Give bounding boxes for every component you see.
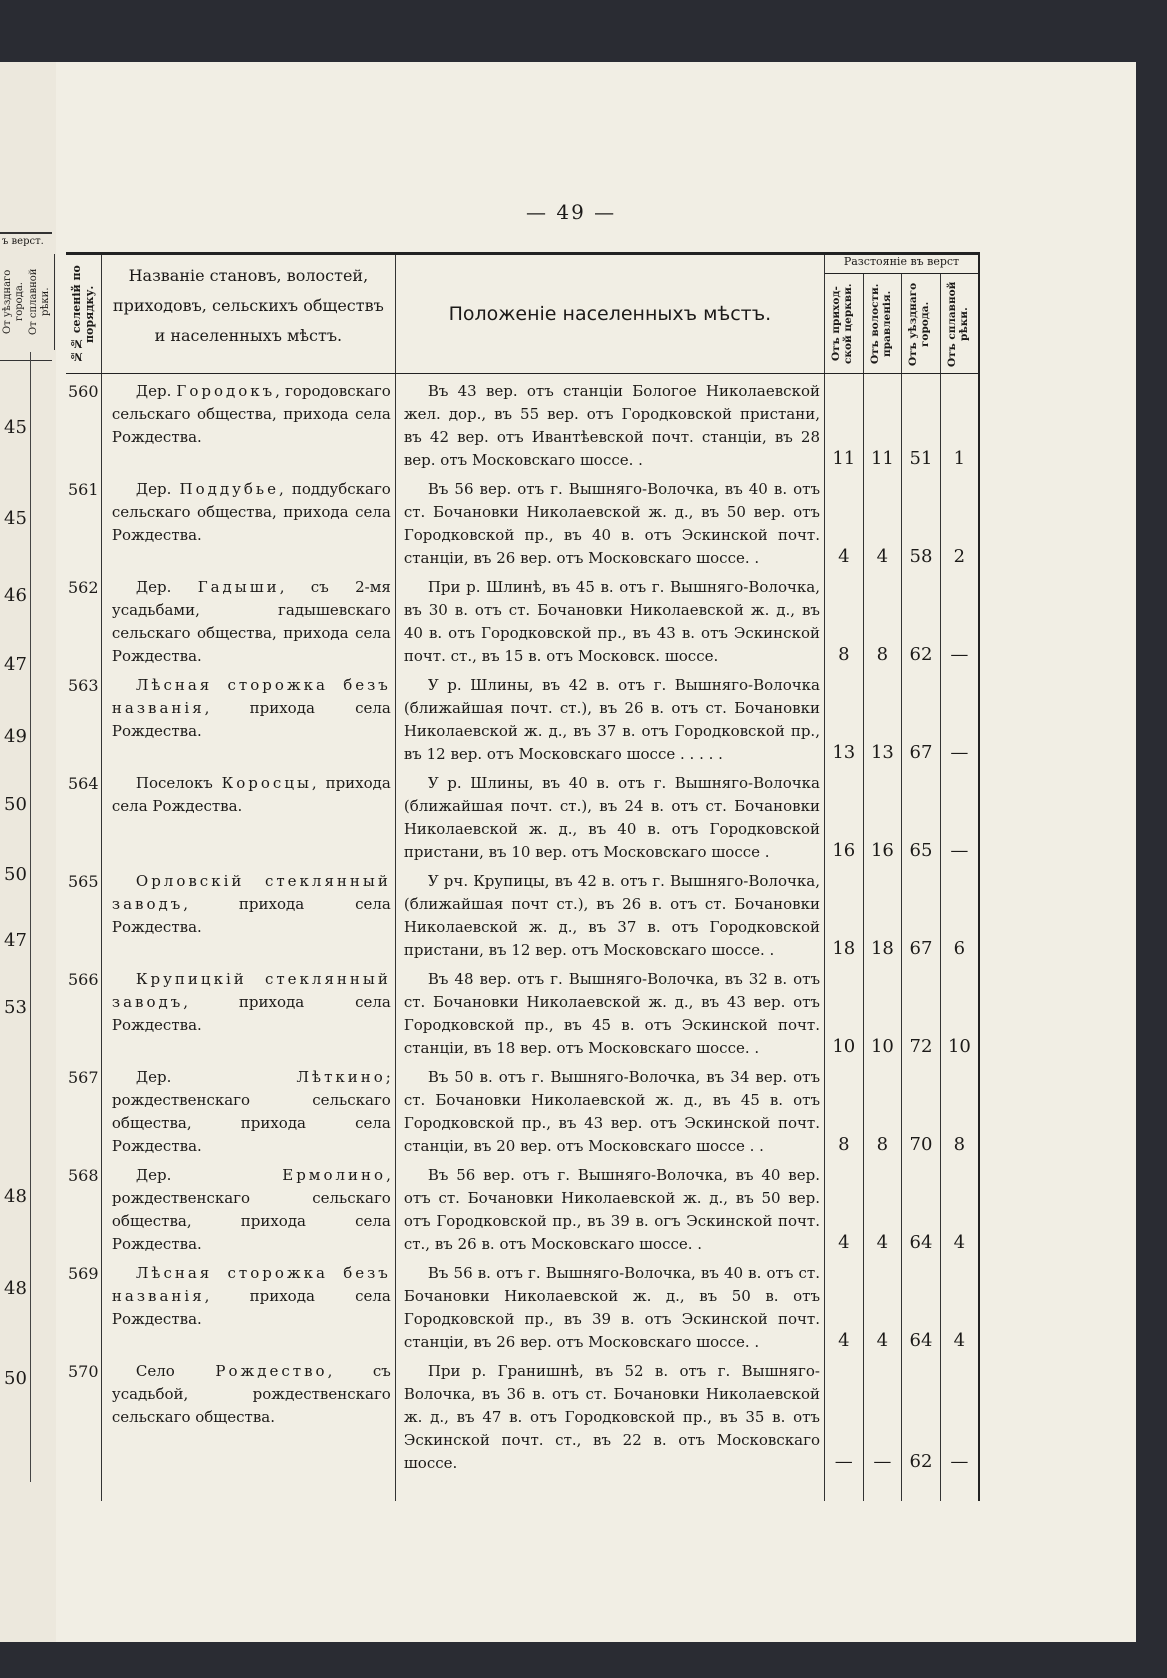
row-number: 560 bbox=[66, 374, 101, 473]
row-name bbox=[101, 668, 395, 766]
name-prefix: Дер. bbox=[135, 578, 172, 596]
row-dist-river: 1 bbox=[940, 374, 979, 473]
prev-number: 46 bbox=[4, 585, 27, 606]
row-name bbox=[101, 1158, 395, 1256]
row-dist-church: 8 bbox=[824, 1060, 863, 1158]
row-position: Въ 56 вер. отъ г. Вышняго-Волочка, въ 40 вер. отъ ст. Бочановки Николаевской ж. д., въ 50 вер. отъ Городковской пр., въ 39 в. огъ Эскинской почт. ст., въ 26 в. отъ Московскаго шоссе. . bbox=[395, 1158, 824, 1256]
name-rest: , съ 2-мя усадьбами, гадышевскаго сельскаго общества, прихода села Рождества. bbox=[111, 578, 391, 665]
row-position: Въ 43 вер. отъ станціи Бологое Николаевской жел. дор., въ 55 вер. отъ Городковской пристани, въ 42 вер. отъ Ивантѣевской почт. станціи, въ 28 вер. отъ Московскаго шоссе. . bbox=[395, 374, 824, 473]
row-position: У р. Шлины, въ 42 в. отъ г. Вышняго-Волочка (ближайшая почт. ст.), въ 26 в. отъ ст. Бочановки Николаевской ж. д., въ 37 в. отъ Городковской пр., въ 12 вер. отъ Московскаго шоссе . . . . . bbox=[395, 668, 824, 766]
row-dist-volost: 11 bbox=[863, 374, 902, 473]
row-dist-volost: 4 bbox=[863, 1158, 902, 1256]
name-title: Лѣткино bbox=[296, 1068, 386, 1086]
table-bottom-spacer bbox=[66, 1475, 979, 1501]
row-position: Въ 48 вер. отъ г. Вышняго-Волочка, въ 32 в. отъ ст. Бочановки Николаевской ж. д., въ 43 вер. отъ Городковской пр., въ 45 в. отъ Эскинской почт. станціи, въ 18 вер. отъ Московскаго шоссе. . bbox=[395, 962, 824, 1060]
row-name bbox=[101, 864, 395, 962]
row-number: 564 bbox=[66, 766, 101, 864]
name-rest: , поддубскаго сельскаго общества, прихода села Рождества. bbox=[111, 480, 391, 544]
name-title: Рождество bbox=[215, 1362, 328, 1380]
row-number: 566 bbox=[66, 962, 101, 1060]
row-dist-river: — bbox=[940, 766, 979, 864]
row-dist-volost: 18 bbox=[863, 864, 902, 962]
prev-number: 50 bbox=[4, 1368, 27, 1389]
row-position: У рч. Крупицы, въ 42 в. отъ г. Вышняго-Волочка, (ближайшая почт ст.), въ 26 в. отъ ст. Бочановки Николаевской ж. д., въ 37 в. отъ Городковской пристани, въ 12 вер. отъ Московскаго шоссе. . bbox=[395, 864, 824, 962]
row-name bbox=[101, 374, 395, 473]
row-dist-river: 4 bbox=[940, 1158, 979, 1256]
row-position: Въ 50 в. отъ г. Вышняго-Волочка, въ 34 вер. отъ ст. Бочановки Николаевской ж. д., въ 45 в. отъ Городковской пр., въ 43 вер. отъ Эскинской почт. станціи, въ 20 вер. отъ Московскаго шоссе . . bbox=[395, 1060, 824, 1158]
name-rest: , прихода села Рождества. bbox=[111, 699, 391, 740]
row-dist-volost: 8 bbox=[863, 570, 902, 668]
row-dist-church: 4 bbox=[824, 472, 863, 570]
row-name bbox=[101, 766, 395, 864]
header-num: №№ селеній по порядку. bbox=[66, 254, 101, 374]
row-name bbox=[101, 962, 395, 1060]
table-row bbox=[66, 962, 979, 1060]
row-number: 563 bbox=[66, 668, 101, 766]
name-title: Орловскій стеклянный заводъ bbox=[111, 872, 391, 913]
row-dist-river: 6 bbox=[940, 864, 979, 962]
table-row bbox=[66, 766, 979, 864]
row-number: 565 bbox=[66, 864, 101, 962]
row-dist-volost: 13 bbox=[863, 668, 902, 766]
row-position: При р. Шлинѣ, въ 45 в. отъ г. Вышняго-Волочка, въ 30 в. отъ ст. Бочановки Николаевской ж. д., въ 40 в. отъ Городковской пр., въ 43 в. отъ Эскинской почт. ст., въ 15 в. отъ Московск. шоссе. bbox=[395, 570, 824, 668]
row-dist-town: 65 bbox=[902, 766, 941, 864]
row-dist-town: 64 bbox=[902, 1256, 941, 1354]
header-name: Названіе становъ, волостей, приходовъ, сельскихъ обществъ и населенныхъ мѣстъ. bbox=[101, 254, 395, 374]
prev-number: 48 bbox=[4, 1278, 27, 1299]
row-position: Въ 56 в. отъ г. Вышняго-Волочка, въ 40 в. отъ ст. Бочановки Николаевской ж. д., въ 50 в. отъ Городковской пр., въ 39 в. отъ Эскинской почт. станціи, въ 26 вер. отъ Московскаго шоссе. . bbox=[395, 1256, 824, 1354]
row-name bbox=[101, 472, 395, 570]
row-dist-town: 62 bbox=[902, 1354, 941, 1475]
row-number: 567 bbox=[66, 1060, 101, 1158]
row-dist-volost: 4 bbox=[863, 1256, 902, 1354]
table-row bbox=[66, 1060, 979, 1158]
settlements-table bbox=[66, 252, 980, 1501]
name-rest: , прихода села Рождества. bbox=[111, 1287, 391, 1328]
row-number: 562 bbox=[66, 570, 101, 668]
row-dist-town: 58 bbox=[902, 472, 941, 570]
name-rest: , прихода села Рождества. bbox=[111, 895, 391, 936]
row-dist-river: 10 bbox=[940, 962, 979, 1060]
name-title: Ермолино bbox=[282, 1166, 387, 1184]
prev-number: 47 bbox=[4, 654, 27, 675]
row-dist-church: 8 bbox=[824, 570, 863, 668]
row-dist-town: 72 bbox=[902, 962, 941, 1060]
name-title: Поддубье bbox=[179, 480, 279, 498]
row-dist-church: 4 bbox=[824, 1158, 863, 1256]
table-row bbox=[66, 1256, 979, 1354]
prev-number: 53 bbox=[4, 997, 27, 1018]
table-row bbox=[66, 374, 979, 473]
table-row bbox=[66, 472, 979, 570]
prev-header-col1: От уѣзднаго города. bbox=[2, 269, 25, 335]
row-number: 569 bbox=[66, 1256, 101, 1354]
row-dist-church: — bbox=[824, 1354, 863, 1475]
name-rest: , городовскаго сельскаго общества, прихода села Рождества. bbox=[111, 382, 391, 446]
prev-header-col2: От сплавной рѣки. bbox=[28, 254, 55, 350]
table-row bbox=[66, 1354, 979, 1475]
row-dist-church: 13 bbox=[824, 668, 863, 766]
name-rest: , прихода села Рождества. bbox=[111, 774, 391, 815]
row-dist-volost: 4 bbox=[863, 472, 902, 570]
prev-number: 47 bbox=[4, 930, 27, 951]
name-prefix: Дер. bbox=[135, 480, 172, 498]
row-dist-town: 64 bbox=[902, 1158, 941, 1256]
row-dist-church: 18 bbox=[824, 864, 863, 962]
row-name bbox=[101, 1256, 395, 1354]
row-dist-river: 8 bbox=[940, 1060, 979, 1158]
header-dist-river: Отъ сплавной рѣки. bbox=[940, 274, 979, 374]
row-dist-church: 11 bbox=[824, 374, 863, 473]
table-row bbox=[66, 1158, 979, 1256]
header-dist-town: Отъ уѣзднаго города. bbox=[902, 274, 941, 374]
previous-page-edge bbox=[0, 62, 57, 1642]
row-dist-river: 4 bbox=[940, 1256, 979, 1354]
name-rest: , рождественскаго сельскаго общества, прихода села Рождества. bbox=[111, 1166, 391, 1253]
row-dist-town: 51 bbox=[902, 374, 941, 473]
header-position: Положеніе населенныхъ мѣстъ. bbox=[395, 254, 824, 374]
name-title: Коросцы bbox=[221, 774, 312, 792]
row-name bbox=[101, 570, 395, 668]
row-dist-volost: — bbox=[863, 1354, 902, 1475]
row-name bbox=[101, 1060, 395, 1158]
row-dist-volost: 10 bbox=[863, 962, 902, 1060]
prev-number: 50 bbox=[4, 864, 27, 885]
row-dist-river: 2 bbox=[940, 472, 979, 570]
row-number: 570 bbox=[66, 1354, 101, 1475]
row-dist-volost: 8 bbox=[863, 1060, 902, 1158]
row-dist-church: 4 bbox=[824, 1256, 863, 1354]
table-row bbox=[66, 864, 979, 962]
row-dist-town: 70 bbox=[902, 1060, 941, 1158]
name-title: Лѣсная сторожка безъ названія bbox=[111, 676, 391, 717]
row-dist-volost: 16 bbox=[863, 766, 902, 864]
row-number: 561 bbox=[66, 472, 101, 570]
row-dist-river: — bbox=[940, 570, 979, 668]
prev-number: 45 bbox=[4, 508, 27, 529]
row-number: 568 bbox=[66, 1158, 101, 1256]
table-row bbox=[66, 570, 979, 668]
prev-header-top: ъ верст. bbox=[2, 236, 44, 247]
header-dist-volost: Отъ волости. правленія. bbox=[863, 274, 902, 374]
name-title: Городокъ bbox=[176, 382, 276, 400]
prev-number: 50 bbox=[4, 794, 27, 815]
row-dist-town: 67 bbox=[902, 864, 941, 962]
name-prefix: Дер. bbox=[135, 1166, 172, 1184]
page-number: — 49 — bbox=[526, 200, 617, 224]
document-page bbox=[56, 62, 1136, 1642]
row-dist-town: 67 bbox=[902, 668, 941, 766]
name-prefix: Дер. bbox=[135, 382, 172, 400]
row-dist-church: 16 bbox=[824, 766, 863, 864]
prev-column-rule bbox=[30, 352, 31, 1482]
prev-number: 49 bbox=[4, 726, 27, 747]
name-rest: , прихода села Рождества. bbox=[111, 993, 391, 1034]
prev-number: 48 bbox=[4, 1186, 27, 1207]
name-title: Крупицкій стеклянный заводъ bbox=[111, 970, 391, 1011]
row-dist-church: 10 bbox=[824, 962, 863, 1060]
table-header-row-1 bbox=[66, 254, 979, 274]
row-name bbox=[101, 1354, 395, 1475]
name-title: Гадыши bbox=[197, 578, 280, 596]
row-position: При р. Гранишнѣ, въ 52 в. отъ г. Вышняго-Волочка, въ 36 в. отъ ст. Бочановки Николаевской ж. д., въ 47 в. отъ Городковской пр., въ 35 в. отъ Эскинской почт. ст., въ 22 в. отъ Московскаго шоссе. bbox=[395, 1354, 824, 1475]
row-dist-town: 62 bbox=[902, 570, 941, 668]
name-prefix: Село bbox=[135, 1362, 175, 1380]
name-prefix: Дер. bbox=[135, 1068, 172, 1086]
table-row bbox=[66, 668, 979, 766]
row-position: Въ 56 вер. отъ г. Вышняго-Волочка, въ 40 в. отъ ст. Бочановки Николаевской ж. д., въ 50 вер. отъ Городковской пр., въ 40 в. отъ Эскинской почт. станціи, въ 26 вер. отъ Московскаго шоссе. . bbox=[395, 472, 824, 570]
prev-number: 45 bbox=[4, 417, 27, 438]
name-title: Лѣсная сторожка безъ названія bbox=[111, 1264, 391, 1305]
previous-page-header bbox=[0, 232, 52, 361]
row-dist-river: — bbox=[940, 1354, 979, 1475]
row-dist-river: — bbox=[940, 668, 979, 766]
header-dist-church: Отъ приход- ской церкви. bbox=[824, 274, 863, 374]
header-distance: Разстояніе въ верст bbox=[824, 254, 979, 274]
name-rest: ; рождественскаго сельскаго общества, прихода села Рождества. bbox=[111, 1068, 391, 1155]
name-rest: , съ усадьбой, рождественскаго сельскаго общества. bbox=[111, 1362, 391, 1426]
row-position: У р. Шлины, въ 40 в. отъ г. Вышняго-Волочка (ближайшая почт. ст.), въ 24 в. отъ ст. Бочановки Николаевской ж. д., въ 40 в. отъ Городковской пристани, въ 10 вер. отъ Московскаго шоссе . bbox=[395, 766, 824, 864]
name-prefix: Поселокъ bbox=[135, 774, 213, 792]
